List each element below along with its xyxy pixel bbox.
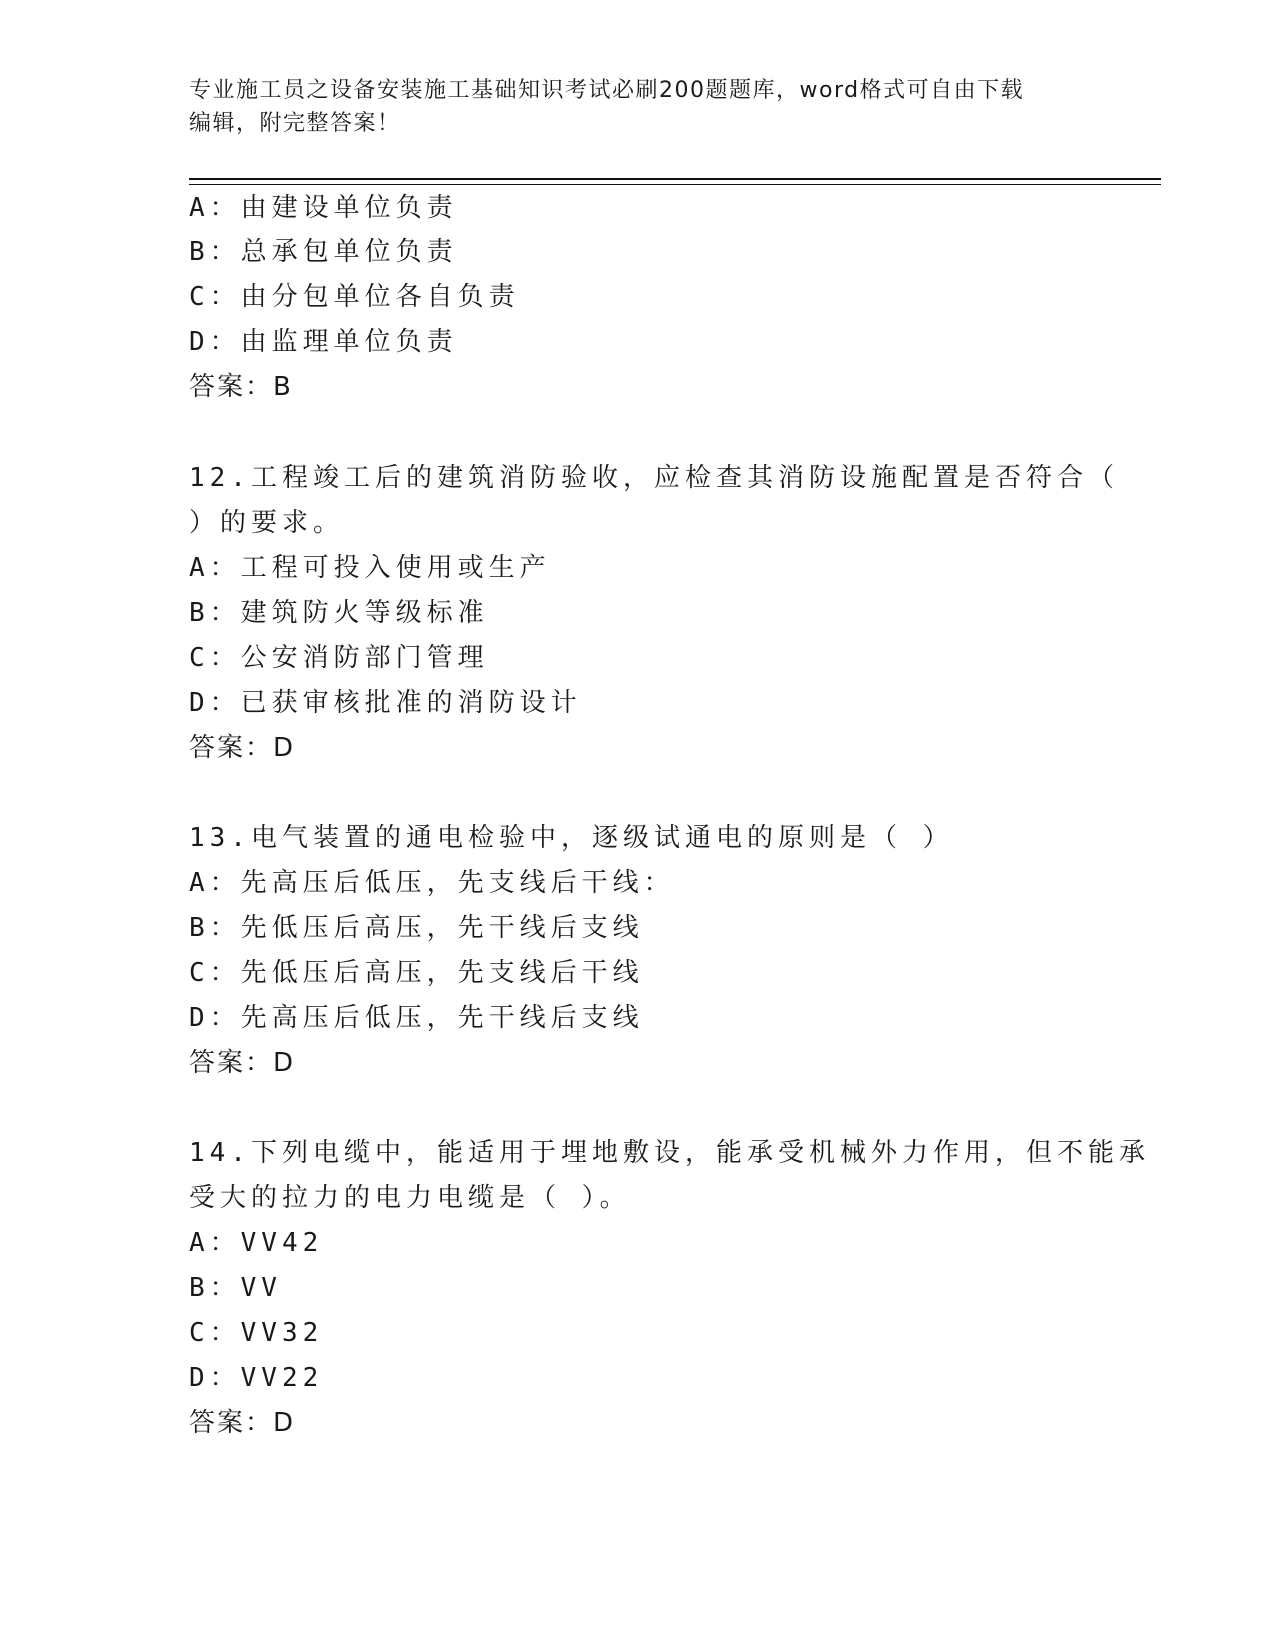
q13-answer: 答案：D xyxy=(189,1048,296,1078)
q12-answer: 答案：D xyxy=(189,733,296,763)
q12-option-c: C：公安消防部门管理 xyxy=(189,643,489,673)
q12-question-line-1: 12.工程竣工后的建筑消防验收，应检查其消防设施配置是否符合（ xyxy=(189,463,1119,493)
q11-option-b: B：总承包单位负责 xyxy=(189,237,458,267)
q14-option-a: A：VV42 xyxy=(189,1228,324,1258)
q13-question-line-1: 13.电气装置的通电检验中，逐级试通电的原则是（ ） xyxy=(189,823,954,853)
q14-question-line-2: 受大的拉力的电力电缆是（ ）。 xyxy=(189,1183,631,1213)
q14-question-line-1: 14.下列电缆中，能适用于埋地敷设，能承受机械外力作用，但不能承 xyxy=(189,1138,1150,1168)
q14-answer: 答案：D xyxy=(189,1408,296,1438)
header-divider-thick xyxy=(189,178,1161,180)
header-line-2: 编辑，附完整答案！ xyxy=(189,111,401,136)
q13-option-a: A：先高压后低压，先支线后干线： xyxy=(189,868,675,898)
q14-option-b: B：VV xyxy=(189,1273,282,1303)
q12-option-a: A：工程可投入使用或生产 xyxy=(189,553,551,583)
q13-option-d: D：先高压后低压，先干线后支线 xyxy=(189,1003,644,1033)
header-line-1: 专业施工员之设备安装施工基础知识考试必刷200题题库，word格式可自由下载 xyxy=(189,78,1025,103)
q11-option-c: C：由分包单位各自负责 xyxy=(189,282,520,312)
q13-option-c: C：先低压后高压，先支线后干线 xyxy=(189,958,644,988)
q12-question-line-2: ）的要求。 xyxy=(189,508,345,538)
header-divider-thin xyxy=(189,184,1161,185)
q12-option-b: B：建筑防火等级标准 xyxy=(189,598,489,628)
q14-option-c: C：VV32 xyxy=(189,1318,324,1348)
q12-option-d: D：已获审核批准的消防设计 xyxy=(189,688,582,718)
q13-option-b: B：先低压后高压，先干线后支线 xyxy=(189,913,644,943)
q11-option-a: A：由建设单位负责 xyxy=(189,193,458,223)
q11-option-d: D：由监理单位负责 xyxy=(189,327,458,357)
document-header xyxy=(189,74,1089,140)
q11-answer: 答案：B xyxy=(189,372,293,402)
q14-option-d: D：VV22 xyxy=(189,1363,324,1393)
